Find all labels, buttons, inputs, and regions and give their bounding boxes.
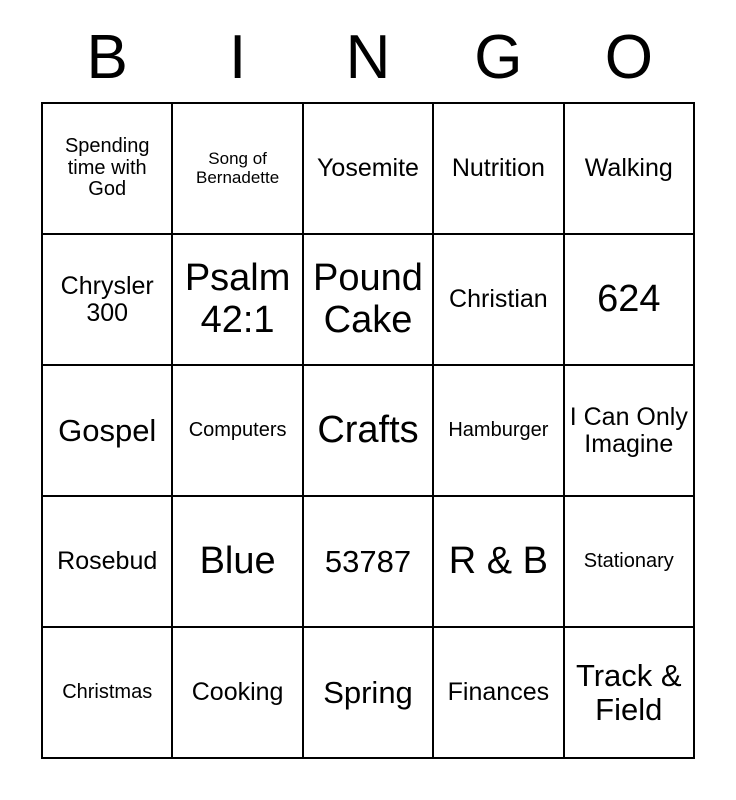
bingo-row xyxy=(42,234,694,365)
bingo-cell[interactable]: Christian xyxy=(433,234,563,365)
bingo-cell[interactable]: Track & Field xyxy=(564,627,694,758)
bingo-header-letter-n: N xyxy=(345,23,391,92)
bingo-cell[interactable]: Spending time with God xyxy=(42,103,172,234)
bingo-cell[interactable]: Rosebud xyxy=(42,496,172,627)
bingo-row xyxy=(42,365,694,496)
bingo-cell[interactable]: Finances xyxy=(433,627,563,758)
bingo-cell[interactable]: Spring xyxy=(303,627,433,758)
bingo-cell[interactable]: 624 xyxy=(564,234,694,365)
bingo-cell[interactable]: Computers xyxy=(172,365,302,496)
bingo-row xyxy=(42,496,694,627)
bingo-cell[interactable]: Song of Bernadette xyxy=(172,103,302,234)
bingo-cell[interactable]: Hamburger xyxy=(433,365,563,496)
bingo-header-letter-g: G xyxy=(474,23,523,92)
bingo-cell[interactable]: Nutrition xyxy=(433,103,563,234)
bingo-cell[interactable]: Christmas xyxy=(42,627,172,758)
bingo-cell[interactable]: Psalm 42:1 xyxy=(172,234,302,365)
bingo-cell[interactable]: Blue xyxy=(172,496,302,627)
bingo-cell[interactable]: Stationary xyxy=(564,496,694,627)
bingo-grid xyxy=(41,102,695,759)
bingo-header xyxy=(42,20,694,96)
bingo-cell[interactable]: Walking xyxy=(564,103,694,234)
bingo-cell[interactable]: Pound Cake xyxy=(303,234,433,365)
bingo-cell[interactable]: Gospel xyxy=(42,365,172,496)
bingo-cell[interactable]: Chrysler 300 xyxy=(42,234,172,365)
bingo-cell[interactable]: Cooking xyxy=(172,627,302,758)
bingo-row xyxy=(42,627,694,758)
bingo-cell[interactable]: I Can Only Imagine xyxy=(564,365,694,496)
bingo-header-letter-i: I xyxy=(228,23,247,92)
bingo-cell[interactable]: Crafts xyxy=(303,365,433,496)
bingo-header-letter-o: O xyxy=(604,23,653,92)
bingo-cell[interactable]: R & B xyxy=(433,496,563,627)
bingo-cell[interactable]: 53787 xyxy=(303,496,433,627)
bingo-header-letter-b: B xyxy=(86,23,128,92)
bingo-cell[interactable]: Yosemite xyxy=(303,103,433,234)
bingo-row xyxy=(42,103,694,234)
